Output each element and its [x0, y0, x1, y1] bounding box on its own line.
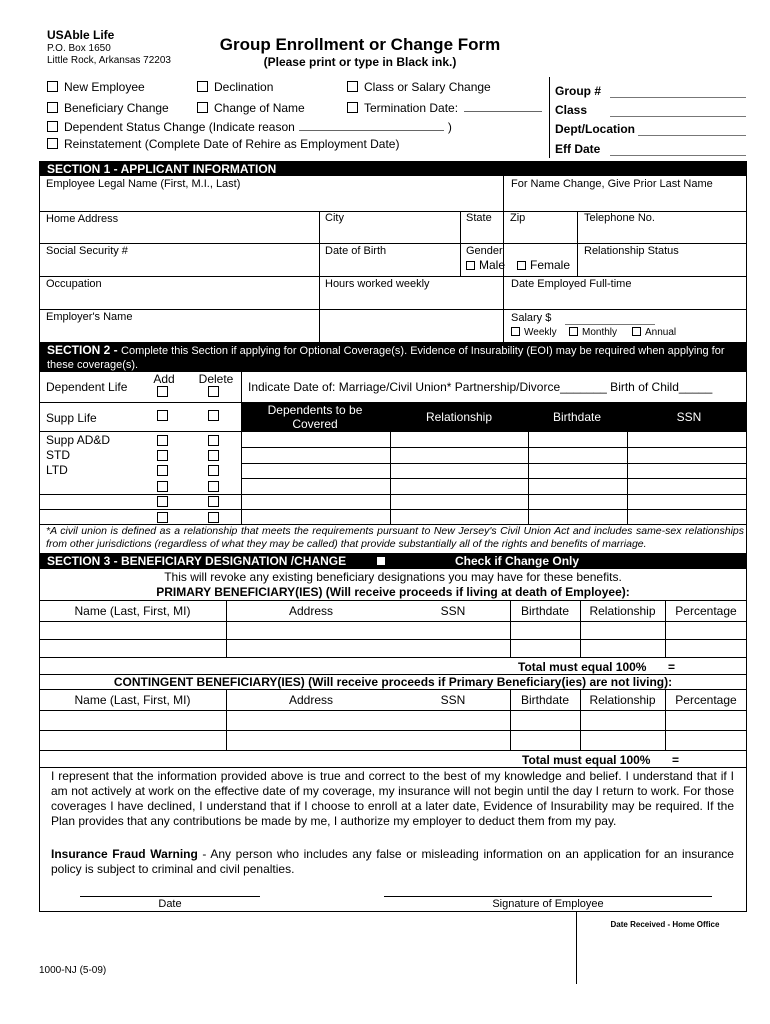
dependent-life-label: Dependent Life: [46, 380, 128, 394]
delete-supp-life-checkbox[interactable]: [208, 410, 219, 421]
primary-title: PRIMARY BENEFICIARY(IES) (Will receive proceeds if living at death of Employee):: [156, 585, 630, 599]
relationship-status-label: Relationship Status: [584, 245, 679, 257]
coverage-list: [46, 433, 110, 478]
annual-label: Annual: [645, 327, 677, 338]
contingent-col-birthdate: Birthdate: [520, 693, 570, 707]
divider: [241, 372, 242, 525]
divider: [580, 689, 581, 750]
section1-header: SECTION 1 - APPLICANT INFORMATION: [39, 161, 747, 176]
divider: [510, 600, 511, 658]
row-divider: [39, 621, 747, 622]
row-divider: [39, 494, 747, 495]
date-label: Date: [158, 898, 182, 910]
fraud-warning-label: Insurance Fraud Warning: [51, 847, 198, 861]
delete-ltd-checkbox[interactable]: [208, 465, 219, 476]
company-address-1: P.O. Box 1650: [47, 43, 111, 54]
contingent-total-label: Total must equal 100%: [522, 753, 651, 767]
contingent-col-relationship: Relationship: [589, 693, 656, 707]
row-divider: [39, 276, 747, 277]
delete-supp-add-checkbox[interactable]: [208, 435, 219, 446]
checkbox[interactable]: [47, 102, 58, 113]
primary-col-percentage: Percentage: [675, 604, 737, 618]
option-label: New Employee: [64, 80, 145, 94]
fraud-warning: [51, 847, 734, 877]
add-ltd-checkbox[interactable]: [157, 465, 168, 476]
primary-col-birthdate: Birthdate: [520, 604, 570, 618]
option-label: Change of Name: [214, 101, 305, 115]
form-code: 1000-NJ (5-09): [39, 965, 107, 976]
divider: [226, 600, 227, 658]
col-dependents: Dependents to be Covered: [267, 403, 363, 431]
option-label: Reinstatement (Complete Date of Rehire as Employment Date): [64, 137, 400, 151]
change-only-label: Check if Change Only: [455, 554, 580, 568]
section2-header-text: Complete this Section if applying for Optional Coverage(s). Evidence of Insurability (EOI) may be required when applying for these coverage(s).: [47, 345, 725, 371]
contingent-col-ssn: SSN: [440, 693, 466, 707]
divider: [577, 211, 578, 277]
row-divider: [39, 600, 747, 601]
checkbox[interactable]: [517, 261, 526, 270]
date-employed-label: Date Employed Full-time: [511, 278, 632, 290]
std-label: STD: [46, 448, 70, 462]
zip-label: Zip: [510, 212, 526, 224]
row-divider: [39, 750, 747, 751]
option-declination[interactable]: [197, 80, 273, 94]
primary-total-label: Total must equal 100%: [518, 660, 647, 674]
section2-header: [39, 342, 747, 372]
section2-header-label: SECTION 2 -: [47, 343, 122, 357]
add-supp-add-checkbox[interactable]: [157, 435, 168, 446]
dept-label: Dept/Location: [555, 122, 635, 136]
salary-weekly[interactable]: [511, 327, 557, 338]
change-only-checkbox[interactable]: [377, 557, 385, 565]
row-divider: [39, 309, 747, 310]
checkbox[interactable]: [197, 81, 208, 92]
delete-std-checkbox[interactable]: [208, 450, 219, 461]
add-checkbox[interactable]: [157, 481, 168, 492]
primary-col-name: Name (Last, First, MI): [74, 604, 191, 618]
option-label: Declination: [214, 80, 274, 94]
divider: [510, 689, 511, 750]
gender-label: Gender: [466, 245, 503, 257]
delete-checkbox[interactable]: [208, 496, 219, 507]
contingent-title: CONTINGENT BENEFICIARY(IES) (Will receive proceeds if Primary Beneficiary(ies) are not living):: [113, 675, 673, 689]
contingent-col-percentage: Percentage: [675, 693, 737, 707]
civil-union-footnote: *A civil union is defined as a relationship that meets the requirements pursuant to New Jersey's Civil Union Act and includes same-sex relationships from other jurisdictions (regardless of what they may be called) that provide substantially all of the rights and benefits of marriage.: [46, 525, 744, 550]
row-divider: [241, 463, 747, 464]
row-divider: [241, 447, 747, 448]
termination-date-field[interactable]: [464, 102, 542, 112]
divider: [503, 211, 504, 343]
group-label: Group #: [555, 84, 602, 98]
checkbox[interactable]: [47, 81, 58, 92]
form-subtitle: (Please print or type in Black ink.): [263, 55, 457, 69]
divider: [665, 689, 666, 750]
date-of-event-label: Indicate Date of: Marriage/Civil Union* Partnership/Divorce_______ Birth of Child_____: [248, 380, 713, 394]
add-checkbox[interactable]: [157, 512, 168, 523]
dept-field[interactable]: [638, 135, 746, 136]
primary-col-address: Address: [288, 604, 334, 618]
office-box-border: [576, 912, 577, 984]
male-label: Male: [479, 258, 506, 272]
row-divider: [39, 243, 747, 244]
eff-date-label: Eff Date: [555, 142, 601, 156]
row-divider: [39, 710, 747, 711]
contingent-col-address: Address: [288, 693, 334, 707]
state-label: State: [466, 212, 492, 224]
dob-label: Date of Birth: [325, 245, 387, 257]
revoke-notice: This will revoke any existing beneficiary designations you may have for these benefits.: [164, 570, 622, 584]
legal-name-label: Employee Legal Name (First, M.I., Last): [46, 178, 241, 190]
option-change-name[interactable]: [197, 101, 305, 115]
company-address-2: Little Rock, Arkansas 72203: [47, 55, 171, 66]
form-title: Group Enrollment or Change Form: [219, 35, 501, 54]
supp-life-label: Supp Life: [46, 411, 97, 425]
dependent-reason-field[interactable]: [299, 121, 444, 131]
gender-male[interactable]: [466, 258, 505, 272]
option-label: Beneficiary Change: [64, 101, 169, 115]
option-label: Dependent Status Change (Indicate reason: [64, 120, 295, 134]
add-supp-life-checkbox[interactable]: [157, 410, 168, 421]
divider: [319, 211, 320, 343]
divider: [665, 600, 666, 658]
row-divider: [39, 657, 747, 658]
prior-name-label: For Name Change, Give Prior Last Name: [511, 178, 713, 190]
row-divider: [39, 730, 747, 731]
home-address-label: Home Address: [46, 213, 119, 225]
checkbox[interactable]: [632, 327, 641, 336]
ssn-label: Social Security #: [46, 245, 128, 257]
row-divider: [39, 689, 747, 690]
class-label: Class: [555, 103, 588, 117]
class-field[interactable]: [610, 116, 746, 117]
weekly-label: Weekly: [524, 327, 557, 338]
delete-dependent-life-checkbox[interactable]: [208, 386, 219, 397]
telephone-label: Telephone No.: [584, 212, 655, 224]
checkbox[interactable]: [47, 121, 58, 132]
contingent-total-equals: =: [672, 753, 680, 767]
statement-text: I represent that the information provided above is true and correct to the best of my knowledge and belief. I understand that if I am not actively at work on the effective date of my coverage, my insurance will not begin until the day I return to work. For those coverages I have declined, I understand that if I choose to enroll at a later date, Evidence of Insurability may be required. If the Plan provides that any contributions be made by me, I authorize my employer to deduct them from my pay.: [51, 769, 734, 828]
group-box-border: [549, 77, 550, 158]
option-new-employee[interactable]: [47, 80, 145, 94]
salary-monthly[interactable]: [569, 327, 617, 338]
option-dependent-status[interactable]: [47, 120, 452, 134]
fraud-warning-text: - Any person who includes any false or misleading information on an application for an insurance policy is subject to criminal and civil penalties.: [51, 847, 734, 876]
checkbox[interactable]: [466, 261, 475, 270]
divider: [226, 689, 227, 750]
divider: [580, 600, 581, 658]
salary-field[interactable]: [565, 324, 655, 325]
row-divider: [39, 767, 747, 768]
hours-label: Hours worked weekly: [325, 278, 430, 290]
section3-header: [39, 553, 747, 569]
option-label: Termination Date:: [364, 101, 459, 115]
monthly-label: Monthly: [582, 327, 618, 338]
option-label: Class or Salary Change: [364, 80, 491, 94]
checkbox[interactable]: [197, 102, 208, 113]
checkbox[interactable]: [569, 327, 578, 336]
city-label: City: [325, 212, 344, 224]
ltd-label: LTD: [46, 463, 68, 477]
salary-label: Salary $: [511, 312, 552, 324]
add-label: Add: [153, 372, 175, 386]
row-divider: [39, 639, 747, 640]
checkbox[interactable]: [347, 102, 358, 113]
option-termination[interactable]: [347, 101, 542, 115]
add-dependent-life-checkbox[interactable]: [157, 386, 168, 397]
section3-title: SECTION 3 - BENEFICIARY DESIGNATION /CHANGE: [47, 554, 347, 568]
checkbox[interactable]: [347, 81, 358, 92]
eff-date-field[interactable]: [610, 155, 746, 156]
add-std-checkbox[interactable]: [157, 450, 168, 461]
primary-col-relationship: Relationship: [589, 604, 656, 618]
salary-annual[interactable]: [632, 327, 676, 338]
date-received-label: Date Received - Home Office: [610, 920, 720, 929]
checkbox[interactable]: [511, 327, 520, 336]
divider: [460, 211, 461, 277]
delete-checkbox[interactable]: [208, 481, 219, 492]
option-beneficiary[interactable]: [47, 101, 169, 115]
col-birthdate: Birthdate: [552, 410, 602, 424]
checkbox[interactable]: [47, 138, 58, 149]
delete-label: Delete: [198, 372, 234, 386]
employer-label: Employer's Name: [46, 311, 133, 323]
dependents-table-header: [241, 402, 747, 432]
date-signature-line[interactable]: [80, 896, 260, 897]
add-checkbox[interactable]: [157, 496, 168, 507]
company-name: USAble Life: [47, 28, 115, 42]
row-divider: [241, 478, 747, 479]
option-label-close: ): [447, 120, 452, 134]
signature-label: Signature of Employee: [492, 898, 604, 910]
delete-checkbox[interactable]: [208, 512, 219, 523]
col-ssn: SSN: [676, 410, 702, 424]
row-divider: [39, 509, 747, 510]
divider: [503, 176, 504, 212]
occupation-label: Occupation: [46, 278, 102, 290]
primary-total-equals: =: [668, 660, 676, 674]
employee-signature-line[interactable]: [384, 896, 712, 897]
primary-col-ssn: SSN: [440, 604, 466, 618]
option-reinstatement[interactable]: [47, 137, 399, 151]
supp-add-label: Supp AD&D: [46, 433, 111, 447]
group-field[interactable]: [610, 97, 746, 98]
col-relationship: Relationship: [425, 410, 493, 424]
contingent-col-name: Name (Last, First, MI): [74, 693, 191, 707]
option-class-salary[interactable]: [347, 80, 491, 94]
female-label: Female: [530, 258, 571, 272]
gender-female[interactable]: [517, 258, 570, 272]
row-divider: [39, 431, 241, 432]
